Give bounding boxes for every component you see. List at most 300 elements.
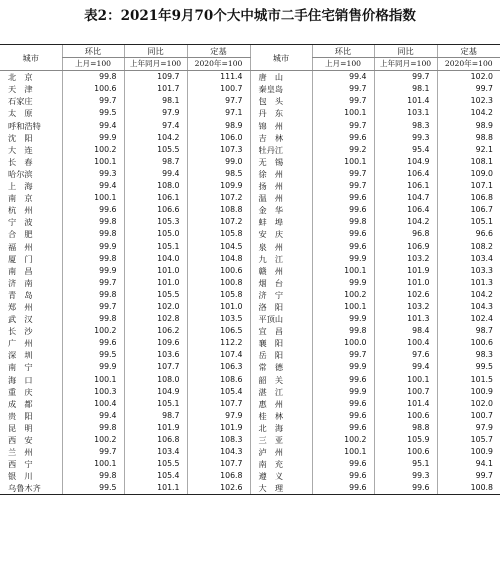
fixed-index-cell: 105.1: [437, 216, 500, 228]
mom-index-cell: 99.8: [62, 71, 124, 84]
yoy-index-cell: 106.4: [374, 204, 437, 216]
yoy-index-cell: 109.7: [124, 71, 187, 84]
yoy-index-cell: 100.7: [374, 386, 437, 398]
fixed-index-cell: 97.7: [187, 95, 250, 107]
yoy-index-cell: 105.5: [124, 458, 187, 470]
city-name-cell: 石家庄: [8, 96, 33, 107]
fixed-index-cell: 94.1: [437, 458, 500, 470]
header-mom-base: 上月=100: [62, 58, 124, 71]
city-name-cell: 济 宁: [250, 289, 312, 301]
city-name-cell: 武 汉: [8, 314, 33, 325]
yoy-index-cell: 106.2: [124, 325, 187, 337]
city-name-cell: 南 京: [8, 193, 33, 204]
city-name-cell: 锦 州: [250, 120, 312, 132]
city-name-cell: 遵 义: [250, 470, 312, 482]
fixed-index-cell: 98.7: [437, 325, 500, 337]
yoy-index-cell: 101.3: [374, 313, 437, 325]
fixed-index-cell: 107.7: [187, 398, 250, 410]
yoy-index-cell: 99.4: [374, 361, 437, 373]
mom-index-cell: 99.9: [62, 241, 124, 253]
city-name-cell: 宁 波: [8, 217, 33, 228]
mom-index-cell: 99.6: [312, 470, 374, 482]
city-name-cell: 扬 州: [250, 180, 312, 192]
yoy-index-cell: 105.4: [124, 470, 187, 482]
yoy-index-cell: 106.4: [374, 168, 437, 180]
yoy-index-cell: 104.2: [124, 132, 187, 144]
mom-index-cell: 100.4: [62, 398, 124, 410]
table-row: [0, 361, 500, 373]
yoy-index-cell: 102.8: [124, 313, 187, 325]
city-name-cell: 赣 州: [250, 265, 312, 277]
header-mom-right: 环比: [312, 45, 374, 58]
city-name-cell: 南 充: [250, 458, 312, 470]
mom-index-cell: 100.3: [62, 386, 124, 398]
table-title: 表2：2021年9月70个大中城市二手住宅销售价格指数: [84, 8, 416, 24]
table-row: [0, 107, 500, 119]
table-row: [0, 253, 500, 265]
mom-index-cell: 99.2: [312, 144, 374, 156]
yoy-index-cell: 100.6: [374, 446, 437, 458]
yoy-index-cell: 108.0: [124, 180, 187, 192]
table-row: [0, 192, 500, 204]
fixed-index-cell: 101.3: [437, 277, 500, 289]
fixed-index-cell: 107.2: [187, 216, 250, 228]
table-row: [0, 180, 500, 192]
mom-index-cell: 99.7: [312, 83, 374, 95]
header-mom-base-right: 上月=100: [312, 58, 374, 71]
city-name-cell: 长 春: [8, 156, 33, 167]
fixed-index-cell: 98.9: [187, 120, 250, 132]
city-name-cell: 无 锡: [250, 156, 312, 168]
city-name-cell: 合 肥: [8, 229, 33, 240]
city-name-cell: 金 华: [250, 204, 312, 216]
yoy-index-cell: 98.4: [374, 325, 437, 337]
city-name-cell: 泉 州: [250, 241, 312, 253]
mom-index-cell: 99.8: [62, 289, 124, 301]
yoy-index-cell: 99.3: [374, 132, 437, 144]
fixed-index-cell: 104.3: [187, 446, 250, 458]
yoy-index-cell: 96.8: [374, 228, 437, 240]
mom-index-cell: 100.1: [62, 156, 124, 168]
table-row: [0, 95, 500, 107]
table-row: [0, 422, 500, 434]
table-row: [0, 228, 500, 240]
city-name-cell: 呼和浩特: [8, 120, 41, 131]
mom-index-cell: 99.6: [312, 374, 374, 386]
fixed-index-cell: 98.8: [437, 132, 500, 144]
fixed-index-cell: 97.9: [437, 422, 500, 434]
fixed-index-cell: 100.7: [187, 83, 250, 95]
mom-index-cell: 100.1: [62, 374, 124, 386]
fixed-index-cell: 98.5: [187, 168, 250, 180]
fixed-index-cell: 103.5: [187, 313, 250, 325]
yoy-index-cell: 105.5: [124, 144, 187, 156]
mom-index-cell: 99.9: [312, 361, 374, 373]
table-row: [0, 386, 500, 398]
yoy-index-cell: 100.6: [374, 410, 437, 422]
yoy-index-cell: 106.1: [124, 192, 187, 204]
yoy-index-cell: 104.9: [124, 386, 187, 398]
city-name-cell: 洛 阳: [250, 301, 312, 313]
fixed-index-cell: 106.8: [437, 192, 500, 204]
fixed-index-cell: 100.9: [437, 386, 500, 398]
yoy-index-cell: 105.9: [374, 434, 437, 446]
table-row: [0, 71, 500, 84]
yoy-index-cell: 101.7: [124, 83, 187, 95]
fixed-index-cell: 105.8: [187, 228, 250, 240]
table-row: [0, 289, 500, 301]
table-row: [0, 470, 500, 482]
mom-index-cell: 100.1: [312, 107, 374, 119]
yoy-index-cell: 103.6: [124, 349, 187, 361]
fixed-index-cell: 107.3: [187, 144, 250, 156]
fixed-index-cell: 107.1: [437, 180, 500, 192]
mom-index-cell: 100.0: [312, 337, 374, 349]
yoy-index-cell: 106.1: [374, 180, 437, 192]
table-row: [0, 325, 500, 337]
fixed-index-cell: 100.9: [437, 446, 500, 458]
header-city-right: 城市: [250, 45, 312, 71]
yoy-index-cell: 105.1: [124, 398, 187, 410]
yoy-index-cell: 104.0: [124, 253, 187, 265]
mom-index-cell: 99.6: [312, 132, 374, 144]
yoy-index-cell: 107.7: [124, 361, 187, 373]
city-name-cell: 太 原: [8, 108, 33, 119]
city-name-cell: 泸 州: [250, 446, 312, 458]
fixed-index-cell: 96.6: [437, 228, 500, 240]
table-row: [0, 265, 500, 277]
fixed-index-cell: 100.6: [187, 265, 250, 277]
fixed-index-cell: 106.5: [187, 325, 250, 337]
city-name-cell: 徐 州: [250, 168, 312, 180]
table-row: [0, 132, 500, 144]
mom-index-cell: 99.4: [62, 180, 124, 192]
fixed-index-cell: 103.3: [437, 265, 500, 277]
mom-index-cell: 99.6: [312, 422, 374, 434]
city-name-cell: 岳 阳: [250, 349, 312, 361]
city-name-cell: 深 圳: [8, 350, 33, 361]
yoy-index-cell: 101.9: [124, 422, 187, 434]
yoy-index-cell: 103.1: [374, 107, 437, 119]
fixed-index-cell: 102.6: [187, 482, 250, 495]
yoy-index-cell: 102.6: [374, 289, 437, 301]
mom-index-cell: 99.8: [62, 253, 124, 265]
mom-index-cell: 99.4: [312, 71, 374, 84]
mom-index-cell: 100.1: [312, 301, 374, 313]
fixed-index-cell: 108.3: [187, 434, 250, 446]
mom-index-cell: 99.6: [312, 204, 374, 216]
city-name-cell: 海 口: [8, 374, 33, 385]
yoy-index-cell: 101.4: [374, 398, 437, 410]
mom-index-cell: 99.4: [62, 120, 124, 132]
mom-index-cell: 99.6: [312, 410, 374, 422]
city-name-cell: 蚌 埠: [250, 216, 312, 228]
fixed-index-cell: 100.6: [437, 337, 500, 349]
table-row: [0, 446, 500, 458]
yoy-index-cell: 99.6: [374, 482, 437, 495]
table-row: [0, 337, 500, 349]
mom-index-cell: 99.9: [312, 313, 374, 325]
mom-index-cell: 99.7: [312, 95, 374, 107]
mom-index-cell: 99.8: [312, 216, 374, 228]
fixed-index-cell: 100.8: [437, 482, 500, 495]
yoy-index-cell: 104.2: [374, 216, 437, 228]
table-row: [0, 410, 500, 422]
fixed-index-cell: 99.0: [187, 156, 250, 168]
yoy-index-cell: 99.4: [124, 168, 187, 180]
city-name-cell: 银 川: [8, 471, 33, 482]
mom-index-cell: 99.7: [312, 120, 374, 132]
city-name-cell: 北 京: [8, 72, 33, 83]
fixed-index-cell: 101.5: [437, 374, 500, 386]
fixed-index-cell: 102.4: [437, 313, 500, 325]
fixed-index-cell: 99.7: [437, 83, 500, 95]
fixed-index-cell: 92.1: [437, 144, 500, 156]
yoy-index-cell: 98.8: [374, 422, 437, 434]
yoy-index-cell: 101.4: [374, 95, 437, 107]
city-name-cell: 青 岛: [8, 289, 33, 300]
fixed-index-cell: 104.8: [187, 253, 250, 265]
city-name-cell: 广 州: [8, 338, 33, 349]
mom-index-cell: 99.8: [62, 216, 124, 228]
mom-index-cell: 99.6: [312, 192, 374, 204]
mom-index-cell: 99.9: [62, 265, 124, 277]
city-name-cell: 牡丹江: [250, 144, 312, 156]
mom-index-cell: 100.1: [312, 446, 374, 458]
mom-index-cell: 99.6: [312, 458, 374, 470]
yoy-index-cell: 100.4: [374, 337, 437, 349]
fixed-index-cell: 105.7: [437, 434, 500, 446]
city-name-cell: 安 庆: [250, 228, 312, 240]
fixed-index-cell: 108.8: [187, 204, 250, 216]
mom-index-cell: 99.9: [312, 386, 374, 398]
city-name-cell: 唐 山: [250, 71, 312, 84]
mom-index-cell: 99.5: [62, 349, 124, 361]
city-name-cell: 重 庆: [8, 386, 33, 397]
city-name-cell: 厦 门: [8, 253, 33, 264]
mom-index-cell: 99.5: [62, 482, 124, 495]
yoy-index-cell: 100.1: [374, 374, 437, 386]
table-row: [0, 120, 500, 132]
fixed-index-cell: 99.7: [437, 470, 500, 482]
fixed-index-cell: 101.0: [187, 301, 250, 313]
table-body: [0, 71, 500, 495]
fixed-index-cell: 102.0: [437, 398, 500, 410]
yoy-index-cell: 99.7: [374, 71, 437, 84]
table-row: [0, 241, 500, 253]
yoy-index-cell: 95.4: [374, 144, 437, 156]
fixed-index-cell: 106.8: [187, 470, 250, 482]
city-name-cell: 湛 江: [250, 386, 312, 398]
city-name-cell: 温 州: [250, 192, 312, 204]
city-name-cell: 南 宁: [8, 362, 33, 373]
mom-index-cell: 99.6: [312, 482, 374, 495]
city-name-cell: 常 德: [250, 361, 312, 373]
mom-index-cell: 99.7: [62, 95, 124, 107]
mom-index-cell: 100.1: [62, 458, 124, 470]
fixed-index-cell: 101.9: [187, 422, 250, 434]
yoy-index-cell: 105.1: [124, 241, 187, 253]
yoy-index-cell: 104.9: [374, 156, 437, 168]
fixed-index-cell: 106.7: [437, 204, 500, 216]
fixed-index-cell: 112.2: [187, 337, 250, 349]
yoy-index-cell: 105.0: [124, 228, 187, 240]
table-row: [0, 398, 500, 410]
city-name-cell: 惠 州: [250, 398, 312, 410]
header-city: 城市: [0, 45, 62, 71]
city-name-cell: 烟 台: [250, 277, 312, 289]
city-name-cell: 三 亚: [250, 434, 312, 446]
mom-index-cell: 99.7: [312, 168, 374, 180]
city-name-cell: 丹 东: [250, 107, 312, 119]
fixed-index-cell: 107.2: [187, 192, 250, 204]
header-fixed-base: 2020年=100: [187, 58, 250, 71]
yoy-index-cell: 101.0: [124, 277, 187, 289]
city-name-cell: 兰 州: [8, 447, 33, 458]
yoy-index-cell: 106.8: [124, 434, 187, 446]
table-row: [0, 168, 500, 180]
city-name-cell: 桂 林: [250, 410, 312, 422]
fixed-index-cell: 111.4: [187, 71, 250, 84]
mom-index-cell: 100.2: [312, 289, 374, 301]
mom-index-cell: 99.4: [62, 410, 124, 422]
mom-index-cell: 99.6: [312, 241, 374, 253]
mom-index-cell: 99.7: [312, 349, 374, 361]
mom-index-cell: 99.7: [62, 277, 124, 289]
city-name-cell: 成 都: [8, 398, 33, 409]
price-index-table: [0, 44, 500, 495]
header-fixed-right: 定基: [437, 45, 500, 58]
yoy-index-cell: 105.3: [124, 216, 187, 228]
city-name-cell: 包 头: [250, 95, 312, 107]
mom-index-cell: 99.8: [62, 470, 124, 482]
city-name-cell: 韶 关: [250, 374, 312, 386]
yoy-index-cell: 106.9: [374, 241, 437, 253]
mom-index-cell: 99.7: [62, 446, 124, 458]
city-name-cell: 上 海: [8, 181, 33, 192]
yoy-index-cell: 98.7: [124, 156, 187, 168]
fixed-index-cell: 108.6: [187, 374, 250, 386]
table-row: [0, 313, 500, 325]
mom-index-cell: 99.8: [62, 422, 124, 434]
mom-index-cell: 99.5: [62, 107, 124, 119]
table-row: [0, 204, 500, 216]
city-name-cell: 乌鲁木齐: [0, 482, 62, 495]
fixed-index-cell: 102.3: [437, 95, 500, 107]
header-yoy: 同比: [124, 45, 187, 58]
city-name-cell: 大 理: [250, 482, 312, 495]
table-row: [0, 434, 500, 446]
city-name-cell: 昆 明: [8, 422, 33, 433]
city-name-cell: 九 江: [250, 253, 312, 265]
city-name-cell: 长 沙: [8, 326, 33, 337]
yoy-index-cell: 98.7: [124, 410, 187, 422]
yoy-index-cell: 98.3: [374, 120, 437, 132]
yoy-index-cell: 105.5: [124, 289, 187, 301]
yoy-index-cell: 109.6: [124, 337, 187, 349]
fixed-index-cell: 100.7: [437, 410, 500, 422]
mom-index-cell: 100.1: [312, 265, 374, 277]
fixed-index-cell: 97.1: [187, 107, 250, 119]
city-name-cell: 平顶山: [250, 313, 312, 325]
city-name-cell: 襄 阳: [250, 337, 312, 349]
mom-index-cell: 100.2: [62, 434, 124, 446]
fixed-index-cell: 108.1: [437, 156, 500, 168]
fixed-index-cell: 109.0: [437, 168, 500, 180]
header-yoy-base: 上年同月=100: [124, 58, 187, 71]
fixed-index-cell: 107.4: [187, 349, 250, 361]
yoy-index-cell: 101.1: [124, 482, 187, 495]
mom-index-cell: 100.6: [62, 83, 124, 95]
yoy-index-cell: 101.0: [124, 265, 187, 277]
mom-index-cell: 100.1: [312, 156, 374, 168]
city-name-cell: 沈 阳: [8, 132, 33, 143]
mom-index-cell: 100.2: [312, 434, 374, 446]
city-name-cell: 秦皇岛: [250, 83, 312, 95]
fixed-index-cell: 104.5: [187, 241, 250, 253]
fixed-index-cell: 105.8: [187, 289, 250, 301]
yoy-index-cell: 104.7: [374, 192, 437, 204]
city-name-cell: 南 昌: [8, 265, 33, 276]
table-row: [0, 458, 500, 470]
mom-index-cell: 100.1: [62, 192, 124, 204]
table-row: [0, 277, 500, 289]
fixed-index-cell: 102.0: [437, 71, 500, 84]
fixed-index-cell: 104.2: [437, 289, 500, 301]
mom-index-cell: 99.6: [312, 398, 374, 410]
yoy-index-cell: 98.1: [124, 95, 187, 107]
fixed-index-cell: 106.0: [187, 132, 250, 144]
mom-index-cell: 99.7: [62, 301, 124, 313]
yoy-index-cell: 102.0: [124, 301, 187, 313]
yoy-index-cell: 106.6: [124, 204, 187, 216]
fixed-index-cell: 100.8: [187, 277, 250, 289]
city-name-cell: 吉 林: [250, 132, 312, 144]
city-name-cell: 贵 阳: [8, 410, 33, 421]
city-name-cell: 北 海: [250, 422, 312, 434]
mom-index-cell: 99.9: [62, 361, 124, 373]
mom-index-cell: 99.9: [62, 132, 124, 144]
header-yoy-right: 同比: [374, 45, 437, 58]
yoy-index-cell: 101.0: [374, 277, 437, 289]
city-name-cell: 大 连: [8, 144, 33, 155]
yoy-index-cell: 98.1: [374, 83, 437, 95]
fixed-index-cell: 98.3: [437, 349, 500, 361]
fixed-index-cell: 106.3: [187, 361, 250, 373]
yoy-index-cell: 101.9: [374, 265, 437, 277]
mom-index-cell: 99.7: [312, 180, 374, 192]
table-row: [0, 301, 500, 313]
fixed-index-cell: 104.2: [437, 107, 500, 119]
table-row: [0, 156, 500, 168]
fixed-index-cell: 98.9: [437, 120, 500, 132]
city-name-cell: 西 宁: [8, 459, 33, 470]
yoy-index-cell: 95.1: [374, 458, 437, 470]
yoy-index-cell: 103.2: [374, 301, 437, 313]
yoy-index-cell: 99.3: [374, 470, 437, 482]
fixed-index-cell: 97.9: [187, 410, 250, 422]
table-row: [0, 216, 500, 228]
mom-index-cell: 99.9: [312, 277, 374, 289]
mom-index-cell: 99.6: [312, 228, 374, 240]
fixed-index-cell: 109.9: [187, 180, 250, 192]
city-name-cell: 哈尔滨: [8, 168, 33, 179]
mom-index-cell: 99.6: [62, 337, 124, 349]
fixed-index-cell: 104.3: [437, 301, 500, 313]
mom-index-cell: 99.8: [62, 228, 124, 240]
city-name-cell: 济 南: [8, 277, 33, 288]
fixed-index-cell: 105.4: [187, 386, 250, 398]
